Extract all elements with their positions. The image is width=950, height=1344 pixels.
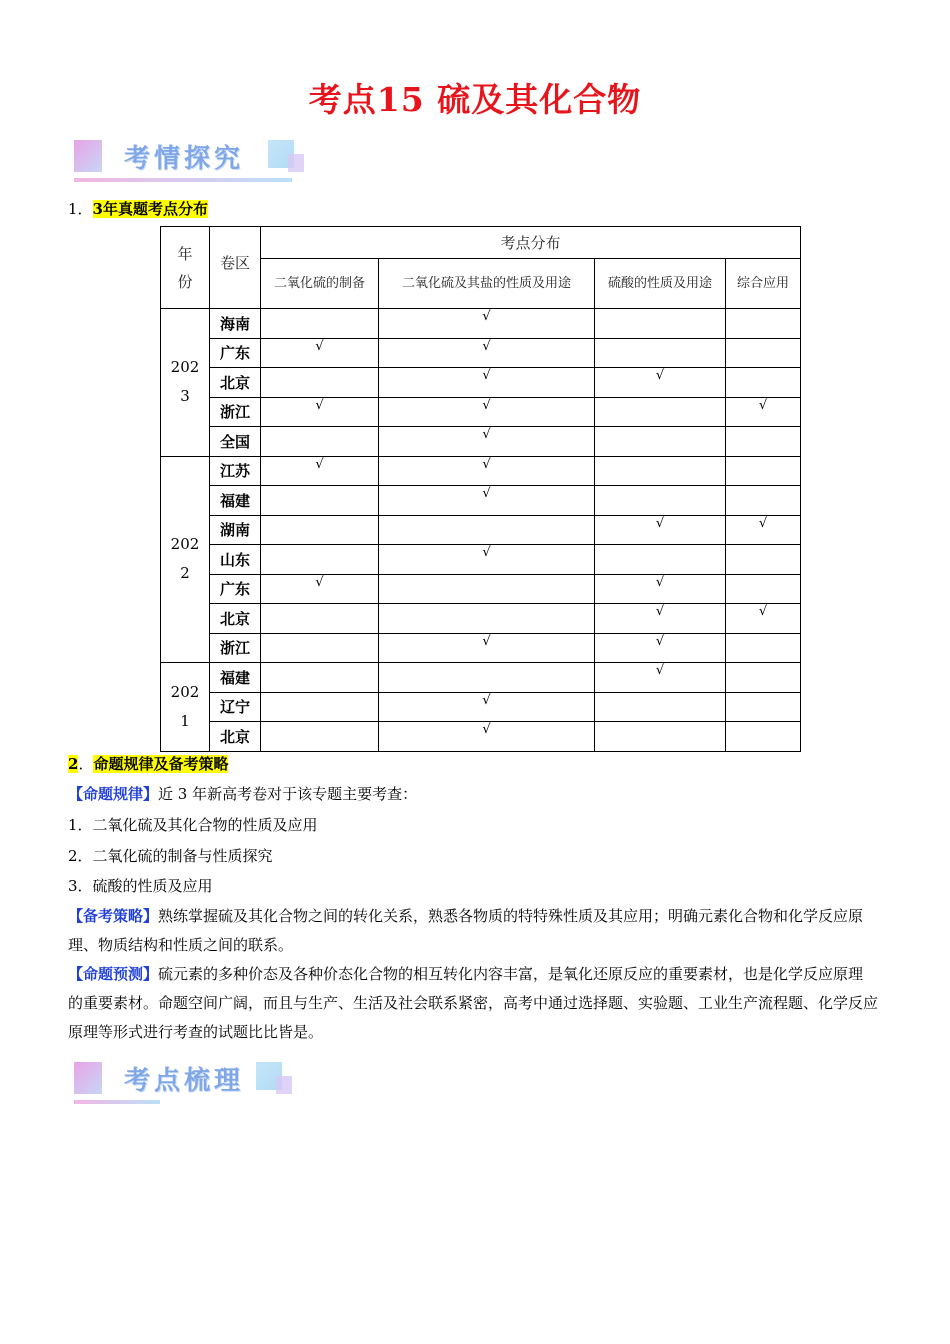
banner-underline [74,1100,160,1104]
forecast-text: 硫元素的多种价态及各种价态化合物的相互转化内容丰富，是氧化还原反应的重要素材，也是化学反应原理的重要素材。命题空间广阔，而且与生产、生活及社会联系紧密，高考中通过选择题、实验题、工业生产流程题、化学反应原理等形式进行考查的试题比比皆是。 [68,965,879,1041]
year-label: 2023 [170,358,200,406]
topic-cell [379,604,595,634]
region-cell: 江苏 [210,456,261,486]
region-cell: 浙江 [210,633,261,663]
topic-cell [261,309,379,339]
topic-cell [726,486,801,516]
topic-cell [261,663,379,693]
topic-cell [261,574,379,604]
section-number: 1． [68,200,93,218]
check-mark: √ [482,722,491,738]
topic-cell [726,692,801,722]
topic-cell [595,545,726,575]
check-mark: √ [482,427,491,443]
region-cell: 福建 [210,486,261,516]
topic-cell [726,397,801,427]
page-title: 考点15 硫及其化合物 [308,80,642,119]
check-mark: √ [758,515,768,531]
rule-text: 近 3 年新高考卷对于该专题主要考查： [158,785,418,803]
region-cell: 山东 [210,545,261,575]
list-item: 2．二氧化硫的制备与性质探究 [68,847,273,865]
topic-cell [261,456,379,486]
header-topic-group: 考点分布 [261,227,801,259]
table-row [161,574,801,604]
topic-cell [379,515,595,545]
check-mark: √ [315,456,324,472]
table-row [161,663,801,693]
check-mark: √ [655,368,665,384]
table-row [161,368,801,398]
topic-cell [379,574,595,604]
check-mark: √ [758,397,768,413]
topic-cell [726,338,801,368]
header-topic: 二氧化硫的制备 [261,259,379,309]
region-cell: 浙江 [210,397,261,427]
table-row [161,397,801,427]
topic-cell [379,633,595,663]
topic-cell [595,456,726,486]
topic-cell [726,427,801,457]
table-row [161,604,801,634]
table-row [161,722,801,752]
topic-cell [261,338,379,368]
rule-tag: 【命题规律】 [68,785,159,803]
topic-cell [261,427,379,457]
topic-cell [595,604,726,634]
table-row [161,545,801,575]
topic-cell [261,633,379,663]
topic-cell [726,368,801,398]
region-cell: 北京 [210,722,261,752]
topic-cell [379,692,595,722]
topic-cell [595,574,726,604]
topic-cell [726,515,801,545]
section-number: 2 [68,755,79,773]
region-cell: 全国 [210,427,261,457]
region-cell: 海南 [210,309,261,339]
check-mark: √ [482,486,491,502]
region-cell: 辽宁 [210,692,261,722]
check-mark: √ [655,574,665,590]
topic-cell [261,486,379,516]
year-cell [161,309,210,457]
topic-cell [595,486,726,516]
year-label: 2021 [170,682,200,730]
topic-cell [726,545,801,575]
check-mark: √ [482,633,491,649]
region-cell: 湖南 [210,515,261,545]
section-banner-key-points [74,1058,304,1110]
topic-cell [595,338,726,368]
topic-cell [595,633,726,663]
year-cell [161,663,210,752]
topic-cell [595,663,726,693]
topic-cell [379,427,595,457]
rule-paragraph [68,780,878,809]
strategy-tag: 【备考策略】 [68,907,159,925]
banner-decoration [74,140,102,172]
header-year [161,227,210,309]
check-mark: √ [482,309,491,325]
topic-cell [379,368,595,398]
topic-cell [379,397,595,427]
banner-title: 考点梳理 [124,1066,245,1096]
topic-cell [726,456,801,486]
region-cell: 广东 [210,574,261,604]
topic-cell [595,427,726,457]
topic-cell [261,368,379,398]
table-row [161,309,801,339]
check-mark: √ [315,338,324,354]
year-cell [161,456,210,663]
topic-cell [379,663,595,693]
section-label: 命题规律及备考策略 [93,755,229,773]
topic-cell [595,722,726,752]
check-mark: √ [482,692,491,708]
topic-cell [379,338,595,368]
topic-cell [726,663,801,693]
region-cell: 广东 [210,338,261,368]
check-mark: √ [315,397,324,413]
list-item: 1．二氧化硫及其化合物的性质及应用 [68,816,318,834]
check-mark: √ [315,574,324,590]
topic-cell [726,722,801,752]
list-item: 3．硫酸的性质及应用 [68,877,213,895]
topic-cell [379,486,595,516]
exam-distribution-table [160,226,801,752]
check-mark: √ [655,515,665,531]
topic-cell [726,604,801,634]
check-mark: √ [655,604,665,620]
topic-cell [595,397,726,427]
section-dot: ． [78,755,94,773]
check-mark: √ [758,604,768,620]
topic-cell [595,515,726,545]
region-cell: 福建 [210,663,261,693]
table-row [161,515,801,545]
header-region: 卷区 [210,227,261,309]
topic-cell [261,722,379,752]
check-mark: √ [482,456,491,472]
region-cell: 北京 [210,368,261,398]
section-label: 3年真题考点分布 [92,200,208,218]
section-heading-2 [68,753,228,774]
topic-cell [261,692,379,722]
strategy-paragraph [68,902,878,960]
check-mark: √ [655,633,665,649]
topic-cell [379,722,595,752]
topic-cell [726,633,801,663]
topic-cell [379,309,595,339]
topic-cell [261,604,379,634]
topic-cell [261,397,379,427]
banner-decoration [288,154,304,172]
banner-title: 考情探究 [124,144,245,174]
check-mark: √ [482,545,491,561]
table-row [161,486,801,516]
header-year-label: 年份 [177,244,193,291]
topic-cell [379,545,595,575]
banner-underline [74,178,292,182]
topic-cell [595,692,726,722]
topic-cell [726,574,801,604]
check-mark: √ [482,338,491,354]
forecast-tag: 【命题预测】 [68,965,159,983]
section-banner-exam-analysis [74,136,304,188]
check-mark: √ [655,663,665,679]
strategy-text: 熟练掌握硫及其化合物之间的转化关系，熟悉各物质的特特殊性质及其应用；明确元素化合物和化学反应原理、物质结构和性质之间的联系。 [68,907,864,954]
topic-cell [261,545,379,575]
banner-decoration [276,1076,292,1094]
banner-decoration [74,1062,102,1094]
topic-cell [379,456,595,486]
topic-cell [595,309,726,339]
check-mark: √ [482,397,491,413]
region-cell: 北京 [210,604,261,634]
check-mark: √ [482,368,491,384]
topic-cell [726,309,801,339]
table-row [161,427,801,457]
table-row [161,338,801,368]
header-topic: 硫酸的性质及用途 [595,259,726,309]
table-row [161,633,801,663]
topic-cell [261,515,379,545]
section-heading-1 [68,198,208,219]
header-topic: 综合应用 [726,259,801,309]
table-row [161,692,801,722]
year-label: 2022 [170,535,200,583]
header-topic: 二氧化硫及其盐的性质及用途 [379,259,595,309]
topic-cell [595,368,726,398]
forecast-paragraph [68,960,878,1047]
table-row [161,456,801,486]
